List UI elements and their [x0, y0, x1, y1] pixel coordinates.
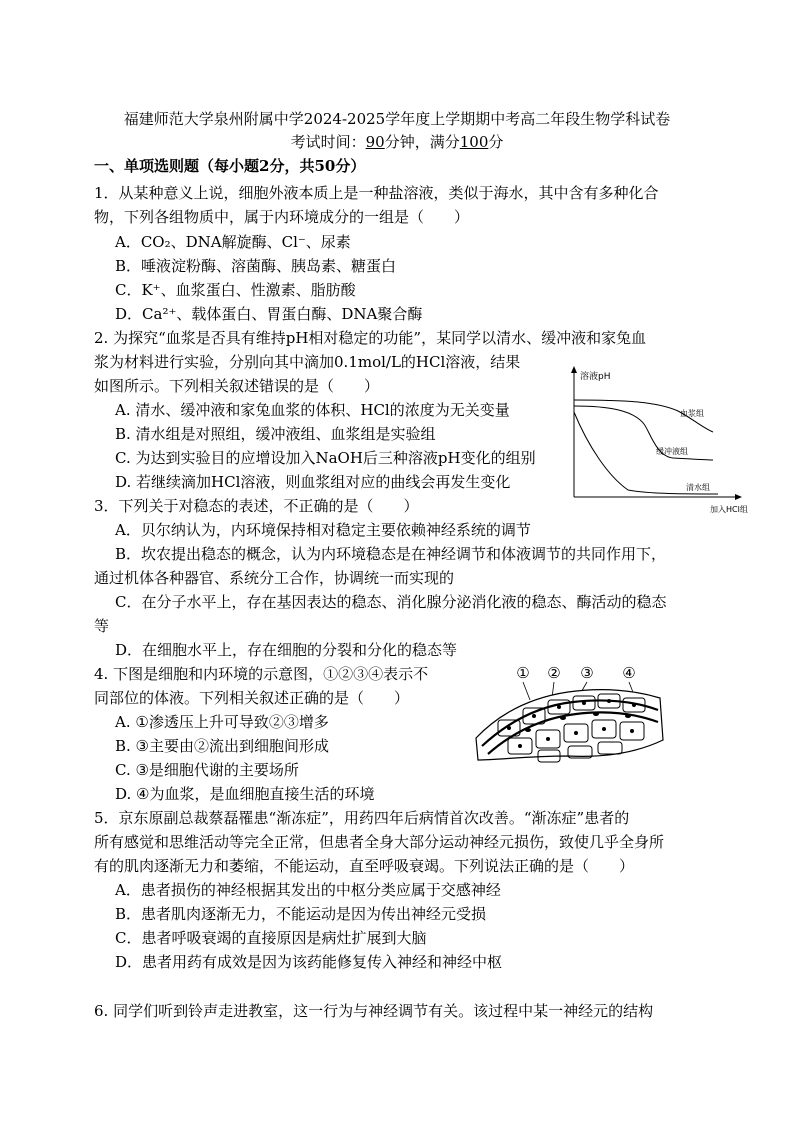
label-1: ① [516, 664, 530, 682]
q2-ph-chart [568, 366, 764, 518]
exam-title: 福建师范大学泉州附属中学2024-2025学年度上学期期中考高二年段生物学科试卷 [123, 110, 671, 128]
label-2: ② [547, 664, 561, 682]
q5-stem-line3: 有的肌肉逐渐无力和萎缩，不能运动，直至呼吸衰竭。下列说法正确的是（ ） [94, 857, 635, 875]
q2-option-a: A. 清水、缓冲液和家兔血浆的体积、HCl的浓度为无关变量 [115, 401, 510, 419]
q4-option-b: B. ③主要由②流出到细胞间形成 [115, 737, 330, 755]
q1-option-b: B．唾液淀粉酶、溶菌酶、胰岛素、糖蛋白 [115, 257, 397, 275]
q5-option-b: B．患者肌肉逐渐无力，不能运动是因为传出神经元受损 [115, 905, 487, 923]
q6-stem-line1: 6. 同学们听到铃声走进教室，这一行为与神经调节有关。该过程中某一神经元的结构 [94, 1002, 654, 1020]
score-value: 100 [459, 133, 489, 151]
buffer-label: 缓冲液组 [656, 447, 688, 456]
q2-option-c: C. 为达到实验目的应增设加入NaOH后三种溶液pH变化的组别 [115, 449, 536, 467]
q2-option-d: D. 若继续滴加HCl溶液，则血浆组对应的曲线会再发生变化 [115, 473, 511, 491]
q1-option-c: C．K⁺、血浆蛋白、性激素、脂肪酸 [115, 281, 356, 299]
q1-option-a: A．CO₂、DNA解旋酶、Cl⁻、尿素 [115, 233, 351, 251]
q3-stem: 3．下列关于对稳态的表述，不正确的是（ ） [94, 497, 419, 515]
plasma-label: 血浆组 [680, 409, 704, 418]
q5-option-c: C．患者呼吸衰竭的直接原因是病灶扩展到大脑 [115, 929, 427, 947]
q3-option-a: A．贝尔纳认为，内环境保持相对稳定主要依赖神经系统的调节 [115, 521, 531, 539]
q2-stem-line3: 如图所示。下列相关叙述错误的是（ ） [94, 377, 380, 395]
q3-option-d: D．在细胞水平上，存在细胞的分裂和分化的稳态等 [115, 641, 458, 659]
water-curve [574, 412, 718, 494]
q5-option-d: D．患者用药有成效是因为该药能修复传入神经和神经中枢 [115, 953, 503, 971]
q4-stem-line2: 同部位的体液。下列相关叙述正确的是（ ） [94, 689, 410, 707]
q4-stem-line1: 4. 下图是细胞和内环境的示意图，①②③④表示不 [94, 665, 429, 683]
q3-option-c-line1: C．在分子水平上，存在基因表达的稳态、消化腺分泌消化液的稳态、酶活动的稳态 [115, 593, 667, 611]
q3-option-c-line2: 等 [94, 617, 110, 635]
chart-ylabel: 溶液pH [580, 372, 611, 382]
q2-stem-line2: 浆为材料进行实验，分别向其中滴加0.1mol/L的HCl溶液，结果 [94, 353, 521, 371]
q1-option-d: D．Ca²⁺、载体蛋白、胃蛋白酶、DNA聚合酶 [115, 305, 423, 323]
q5-stem-line2: 所有感觉和思维活动等完全正常，但患者全身大部分运动神经元损伤，致使几乎全身所 [94, 833, 665, 851]
water-label: 清水组 [686, 483, 710, 492]
label-3: ③ [580, 664, 594, 682]
q1-stem-line1: 1．从某种意义上说，细胞外液本质上是一种盐溶液，类似于海水，其中含有多种化合 [94, 184, 659, 202]
q3-option-b-line2: 通过机体各种器官、系统分工合作，协调统一而实现的 [94, 569, 455, 587]
q3-option-b-line1: B．坎农提出稳态的概念，认为内环境稳态是在神经调节和体液调节的共同作用下， [115, 545, 667, 563]
time-value: 90 [365, 133, 385, 151]
section-heading: 一、单项选则题（每小题2分，共50分） [94, 157, 366, 175]
label-4: ④ [622, 664, 636, 682]
q5-option-a: A．患者损伤的神经根据其发出的中枢分类应属于交感神经 [115, 881, 501, 899]
q4-option-c: C. ③是细胞代谢的主要场所 [115, 761, 299, 779]
q4-cell-diagram [468, 660, 668, 770]
exam-time-line: 考试时间：90分钟，满分100分 [290, 133, 504, 151]
q4-option-a: A. ①渗透压上升可导致②③增多 [115, 713, 329, 731]
chart-xlabel: 加入HCl组 [710, 505, 748, 514]
q1-stem-line2: 物，下列各组物质中，属于内环境成分的一组是（ ） [94, 208, 470, 226]
q4-option-d: D. ④为血浆，是血细胞直接生活的环境 [115, 785, 375, 803]
q2-stem-line1: 2. 为探究“血浆是否具有维持pH相对稳定的功能”，某同学以清水、缓冲液和家兔血 [94, 329, 647, 347]
q2-option-b: B. 清水组是对照组，缓冲液组、血浆组是实验组 [115, 425, 436, 443]
q5-stem-line1: 5．京东原副总裁蔡磊罹患“渐冻症”，用药四年后病情首次改善。“渐冻症”患者的 [94, 809, 630, 827]
